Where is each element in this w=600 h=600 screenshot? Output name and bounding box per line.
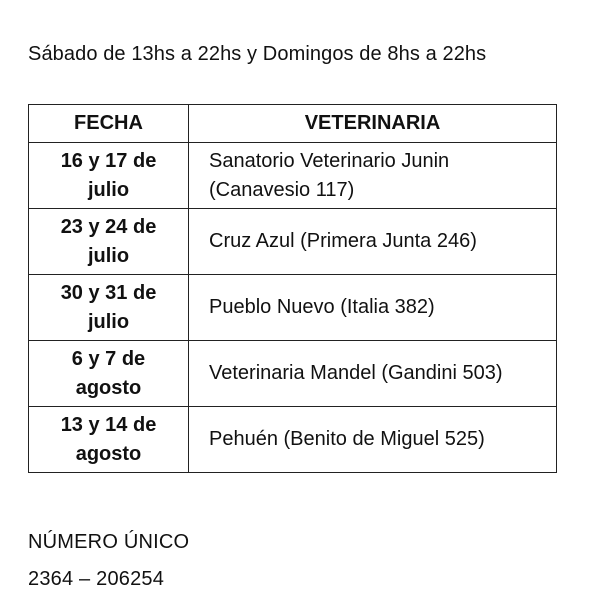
table-row	[29, 275, 557, 341]
date-cell	[29, 143, 189, 209]
header-fecha: FECHA	[29, 105, 189, 143]
unique-number-label: NÚMERO ÚNICO	[28, 531, 190, 553]
date-text: 13 y 14 de agosto	[60, 413, 157, 465]
header-veterinaria: VETERINARIA	[189, 105, 557, 143]
vet-cell	[189, 209, 557, 275]
vet-text: Veterinaria Mandel (Gandini 503)	[209, 362, 503, 384]
date-cell	[29, 341, 189, 407]
vet-cell	[189, 275, 557, 341]
date-cell	[29, 407, 189, 473]
table-header-row	[29, 105, 557, 143]
table-row	[29, 341, 557, 407]
date-text: 23 y 24 de julio	[60, 215, 157, 267]
date-text: 6 y 7 de agosto	[71, 347, 146, 399]
date-cell	[29, 275, 189, 341]
vet-text: Pueblo Nuevo (Italia 382)	[209, 296, 435, 318]
table-row	[29, 143, 557, 209]
vet-cell	[189, 341, 557, 407]
vet-schedule-table	[28, 104, 557, 473]
date-text: 16 y 17 de julio	[60, 149, 157, 201]
date-cell	[29, 209, 189, 275]
vet-text: Pehuén (Benito de Miguel 525)	[209, 428, 485, 450]
table-row	[29, 407, 557, 473]
schedule-hours-note: Sábado de 13hs a 22hs y Domingos de 8hs a 22hs	[28, 43, 487, 65]
unique-phone-number: 2364 – 206254	[28, 568, 165, 590]
table-row	[29, 209, 557, 275]
date-text: 30 y 31 de julio	[60, 281, 157, 333]
vet-text: Cruz Azul (Primera Junta 246)	[209, 230, 477, 252]
vet-cell	[189, 143, 557, 209]
vet-cell	[189, 407, 557, 473]
vet-text: Sanatorio Veterinario Junin (Canavesio 117)	[209, 149, 450, 201]
